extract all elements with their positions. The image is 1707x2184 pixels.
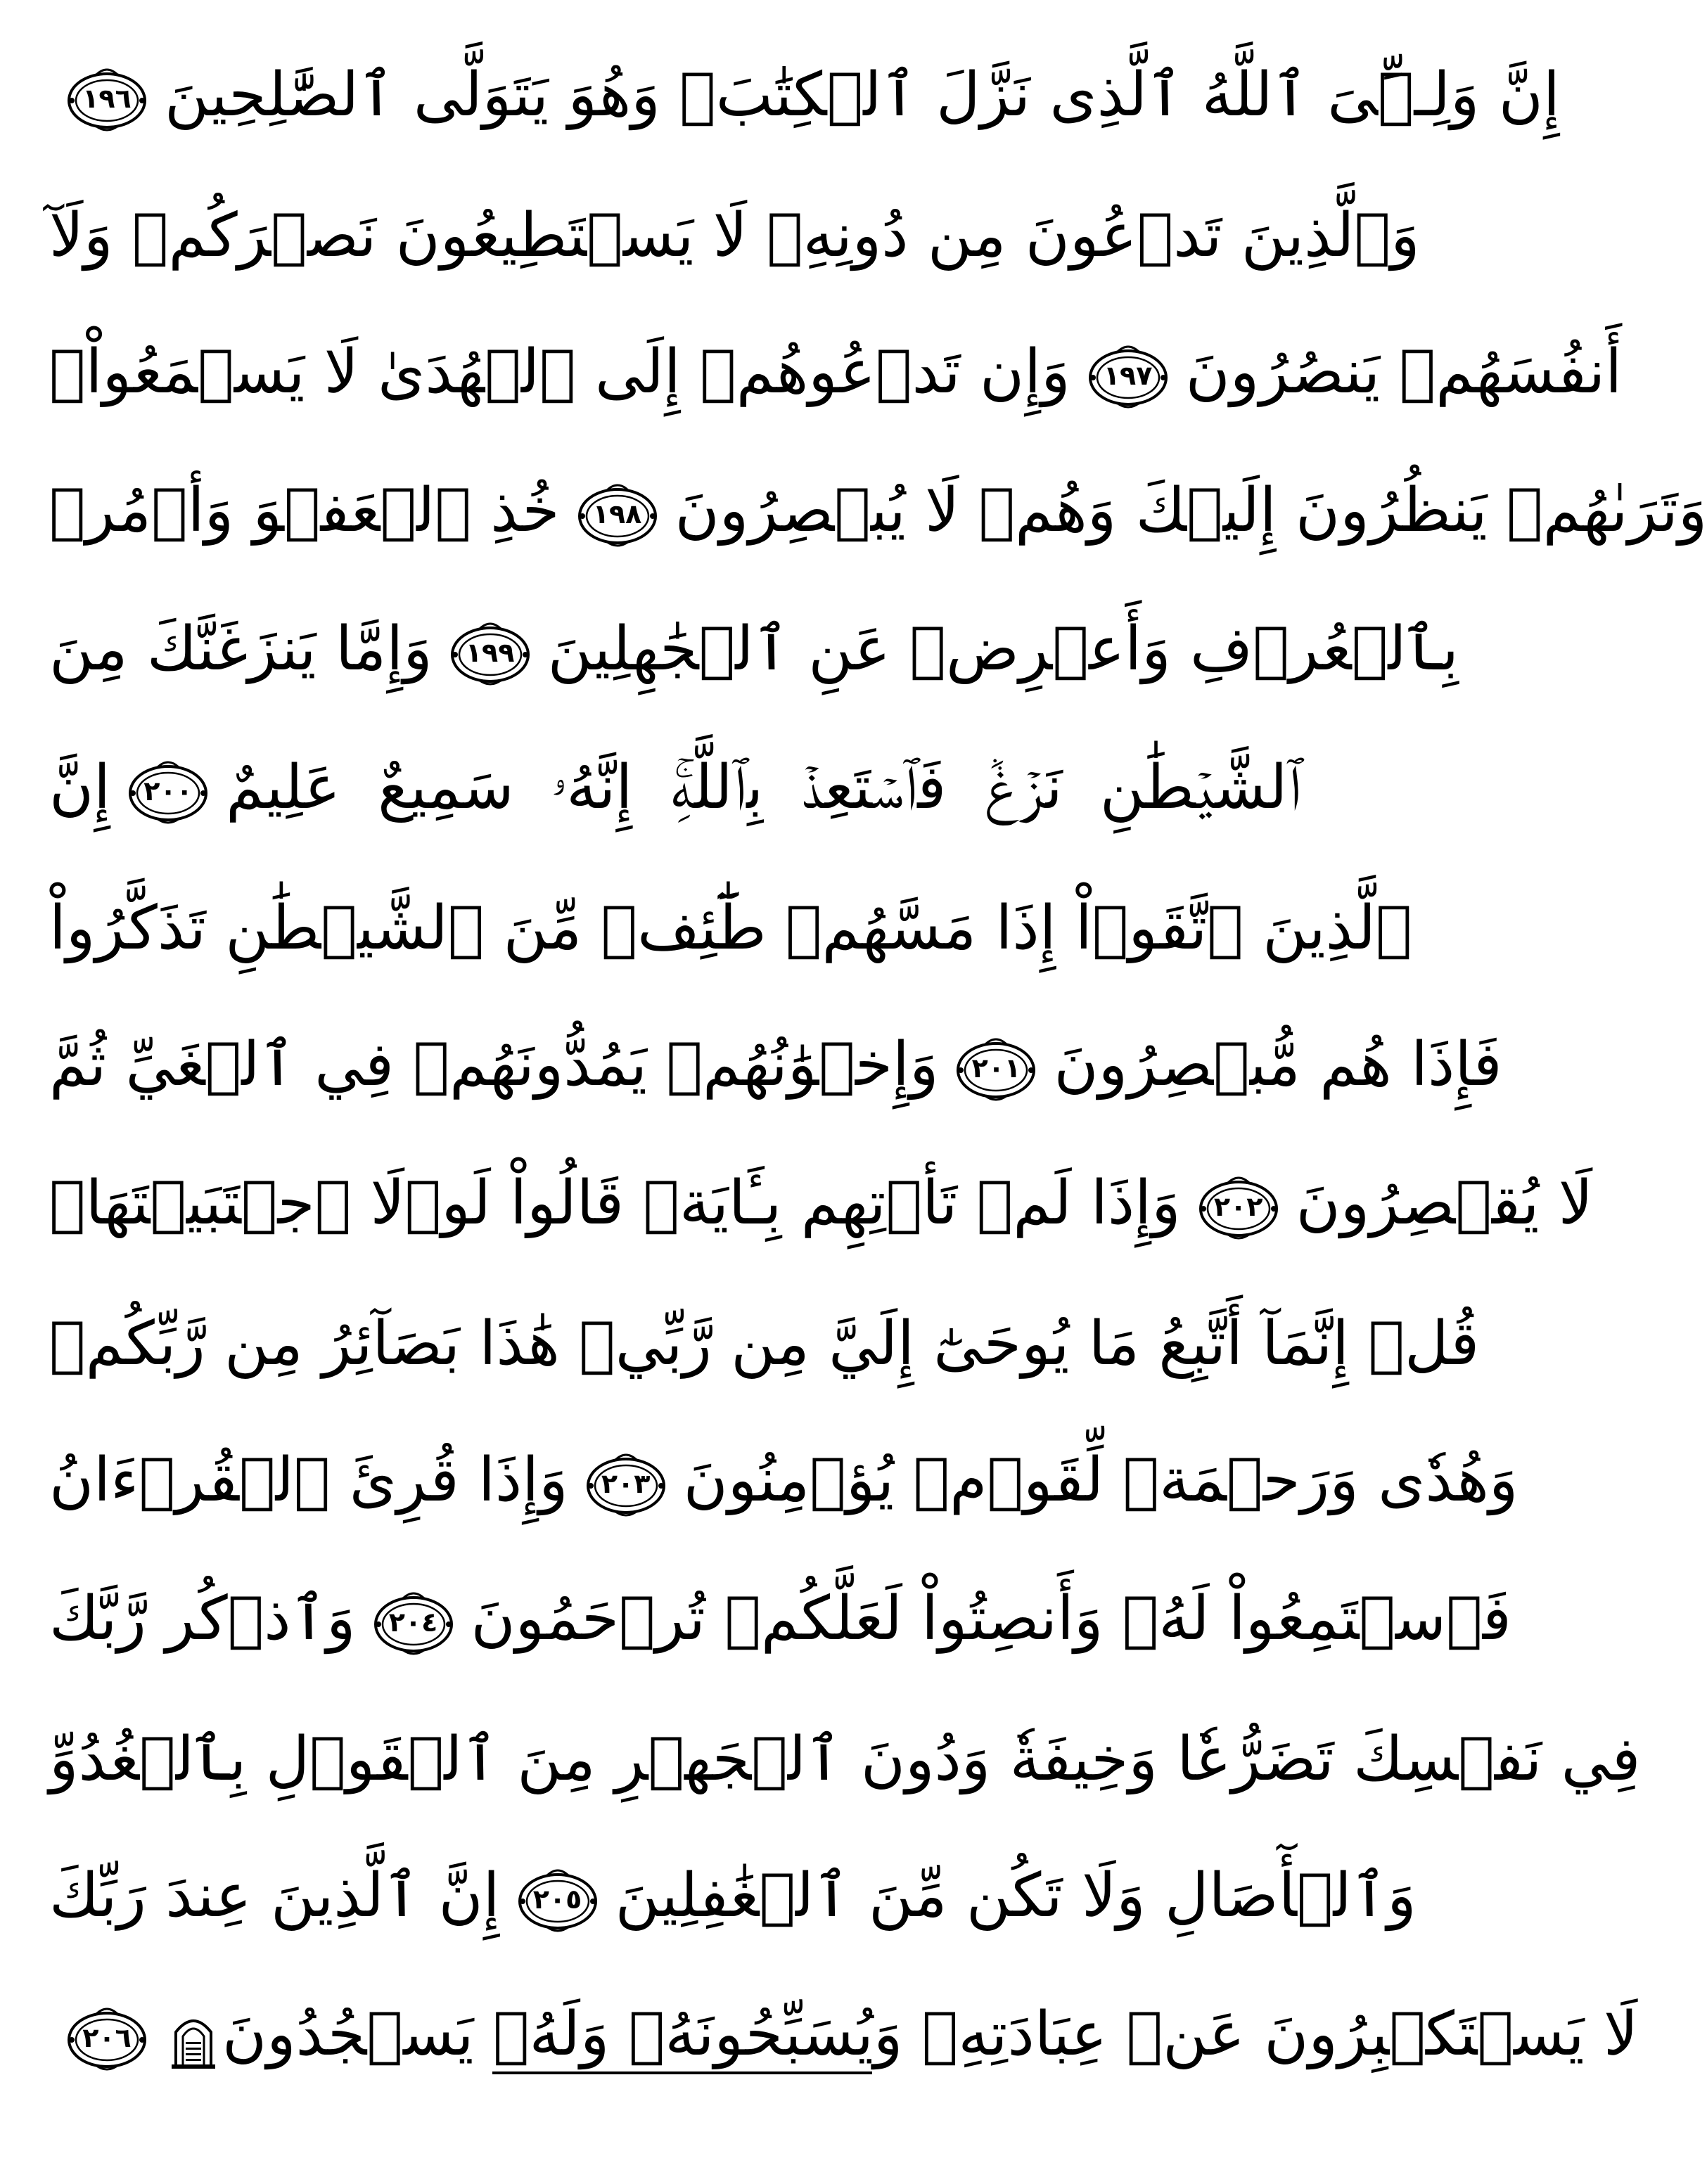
ayah-number-marker	[575, 481, 660, 548]
ayah-number-marker	[65, 65, 149, 133]
ayah-number: ٢٠٦	[82, 2022, 132, 2053]
verse-line	[49, 28, 1560, 167]
ayah-number: ٢٠٥	[532, 1883, 582, 1915]
verse-text-segment: وَإِذَا قُرِئَ ٱلۡقُرۡءَانُ	[49, 1445, 568, 1516]
verse-line-text	[49, 1447, 1518, 1518]
verse-text-segment: إِنَّ	[49, 752, 111, 823]
verse-text-segment: وَإِذَا لَمۡ تَأۡتِهِم بِـَٔايَةٖ قَالُواْ لَوۡلَا ٱجۡتَبَيۡتَهَاۚ	[49, 1168, 1181, 1239]
sajda-overline	[492, 2071, 872, 2074]
ayah-number-marker	[371, 1589, 456, 1657]
verse-text-segment: فِي نَفۡسِكَ تَضَرُّعٗا وَخِيفَةٗ وَدُونَ ٱلۡجَهۡرِ مِنَ ٱلۡقَوۡلِ بِٱلۡغُدُوِّ	[49, 1724, 1641, 1795]
verse-line	[49, 1552, 1511, 1690]
verse-line	[49, 305, 1623, 444]
verse-text-segment: وَٱذۡكُر رَّبَّكَ	[49, 1584, 356, 1655]
ayah-number: ١٩٧	[1103, 359, 1153, 391]
verse-line	[49, 859, 1412, 998]
verse-text-segment: وَٱلۡأٓصَالِ وَلَا تَكُن مِّنَ ٱلۡغَٰفِلِينَ	[615, 1861, 1417, 1932]
ayah-number: ٢٠٣	[601, 1467, 651, 1499]
ayah-number-marker	[584, 1451, 668, 1518]
ayah-number: ٢٠٤	[388, 1606, 438, 1638]
verse-text-segment: إِنَّ ٱلَّذِينَ عِندَ رَبِّكَ	[49, 1861, 500, 1932]
ayah-number: ٢٠٠	[143, 775, 193, 807]
verse-text-segment: وَإِن تَدۡعُوهُمۡ إِلَى ٱلۡهُدَىٰ لَا يَسۡمَعُواْۖ	[49, 337, 1070, 408]
ayah-number: ١٩٦	[82, 82, 132, 114]
verse-text-segment: وَٱلَّذِينَ تَدۡعُونَ مِن دُونِهِۦ لَا يَسۡتَطِيعُونَ نَصۡرَكُمۡ وَلَآ	[49, 200, 1420, 271]
verse-line	[49, 1413, 1519, 1552]
ayah-number: ٢٠١	[971, 1052, 1021, 1084]
verse-text-segment: لَا يُقۡصِرُونَ	[1296, 1168, 1593, 1239]
ayah-number-marker	[448, 619, 532, 687]
verse-line	[49, 1967, 1639, 2106]
verse-text-segment: وَهُدٗى وَرَحۡمَةٞ لِّقَوۡمٖ يُؤۡمِنُونَ	[683, 1445, 1519, 1516]
ayah-number: ١٩٨	[592, 498, 642, 529]
verse-text-segment: قُلۡ إِنَّمَآ أَتَّبِعُ مَا يُوحَىٰٓ إِلَيَّ مِن رَّبِّيۚ هَٰذَا بَصَآئِرُ مِن رَّبِّكُمۡ	[49, 1309, 1480, 1380]
verse-line-text	[49, 1029, 1502, 1103]
verse-line-text	[49, 1726, 1640, 1793]
verse-line	[49, 1136, 1593, 1275]
verse-text-segment: بِٱلۡعُرۡفِ وَأَعۡرِضۡ عَنِ ٱلۡجَٰهِلِينَ	[547, 614, 1459, 685]
verse-line-text	[49, 1170, 1593, 1241]
verse-text-segment: فَٱسۡتَمِعُواْ لَهُۥ وَأَنصِتُواْ لَعَلَّكُمۡ تُرۡحَمُونَ	[471, 1584, 1511, 1655]
verse-line-text	[49, 200, 1420, 271]
verse-line-text	[49, 1586, 1511, 1657]
verse-line	[49, 167, 1420, 305]
ayah-number-marker	[516, 1866, 600, 1934]
verse-text-segment: وَتَرَىٰهُمۡ يَنظُرُونَ إِلَيۡكَ وَهُمۡ لَا يُبۡصِرُونَ	[675, 475, 1707, 546]
ayah-number-marker	[1086, 342, 1170, 410]
verse-text-segment: وَإِمَّا يَنزَغَنَّكَ مِنَ	[49, 614, 433, 685]
ayah-number: ٢٠٢	[1213, 1190, 1263, 1222]
verse-line	[49, 444, 1707, 582]
ayah-number-marker	[126, 758, 210, 826]
verse-text-segment: ٱلَّذِينَ ٱتَّقَوۡاْ إِذَا مَسَّهُمۡ طَٰٓئِفٞ مِّنَ ٱلشَّيۡطَٰنِ تَذَكَّرُواْ	[49, 893, 1412, 964]
verse-line	[49, 1690, 1641, 1829]
sajda-mihrab-icon	[169, 2007, 218, 2070]
verse-text-segment: لَا يَسۡتَكۡبِرُونَ عَنۡ عِبَادَتِهِۦ وَيُسَبِّحُونَهُۥ وَلَهُۥ يَسۡجُدُونَ	[222, 1999, 1639, 2070]
ayah-number: ١٩٩	[465, 636, 515, 668]
verse-line-text	[49, 2001, 1638, 2072]
verse-text-segment: إِنَّ وَلِـِّۧىَ ٱللَّهُ ٱلَّذِى نَزَّلَ ٱلۡكِتَٰبَۖ وَهُوَ يَتَوَلَّى ٱلصَّٰلِحِينَ	[165, 60, 1560, 131]
verse-text-segment: ٱلشَّيۡطَٰنِ نَزۡغٞ فَٱسۡتَعِذۡ بِٱللَّهِۚ إِنَّهُۥ سَمِيعٌ عَلِيمٌ	[226, 752, 1301, 823]
ayah-number-marker	[954, 1035, 1038, 1103]
verse-text-segment: وَإِخۡوَٰنُهُمۡ يَمُدُّونَهُمۡ فِي ٱلۡغَيِّ ثُمَّ	[49, 1029, 939, 1100]
verse-line	[49, 1829, 1417, 1967]
ayah-number-marker	[65, 2005, 149, 2072]
verse-line-text	[49, 62, 1560, 133]
verse-text-segment: أَنفُسَهُمۡ يَنصُرُونَ	[1185, 337, 1623, 408]
verse-text-segment: خُذِ ٱلۡعَفۡوَ وَأۡمُرۡ	[49, 475, 560, 546]
verse-line-text	[49, 1863, 1417, 1934]
verse-line	[49, 1275, 1480, 1413]
verse-line-text	[49, 339, 1622, 410]
verse-line-text	[49, 1309, 1480, 1380]
verse-line	[49, 582, 1459, 721]
verse-line-text	[49, 754, 1301, 826]
verse-line-text	[49, 477, 1707, 548]
verse-line-text	[49, 616, 1459, 687]
verse-lines	[49, 28, 1707, 2106]
verse-line	[49, 721, 1301, 859]
verse-line	[49, 998, 1502, 1136]
verse-text-segment: فَإِذَا هُم مُّبۡصِرُونَ	[1054, 1029, 1502, 1100]
ayah-number-marker	[1196, 1174, 1281, 1241]
verse-line-text	[49, 895, 1412, 962]
